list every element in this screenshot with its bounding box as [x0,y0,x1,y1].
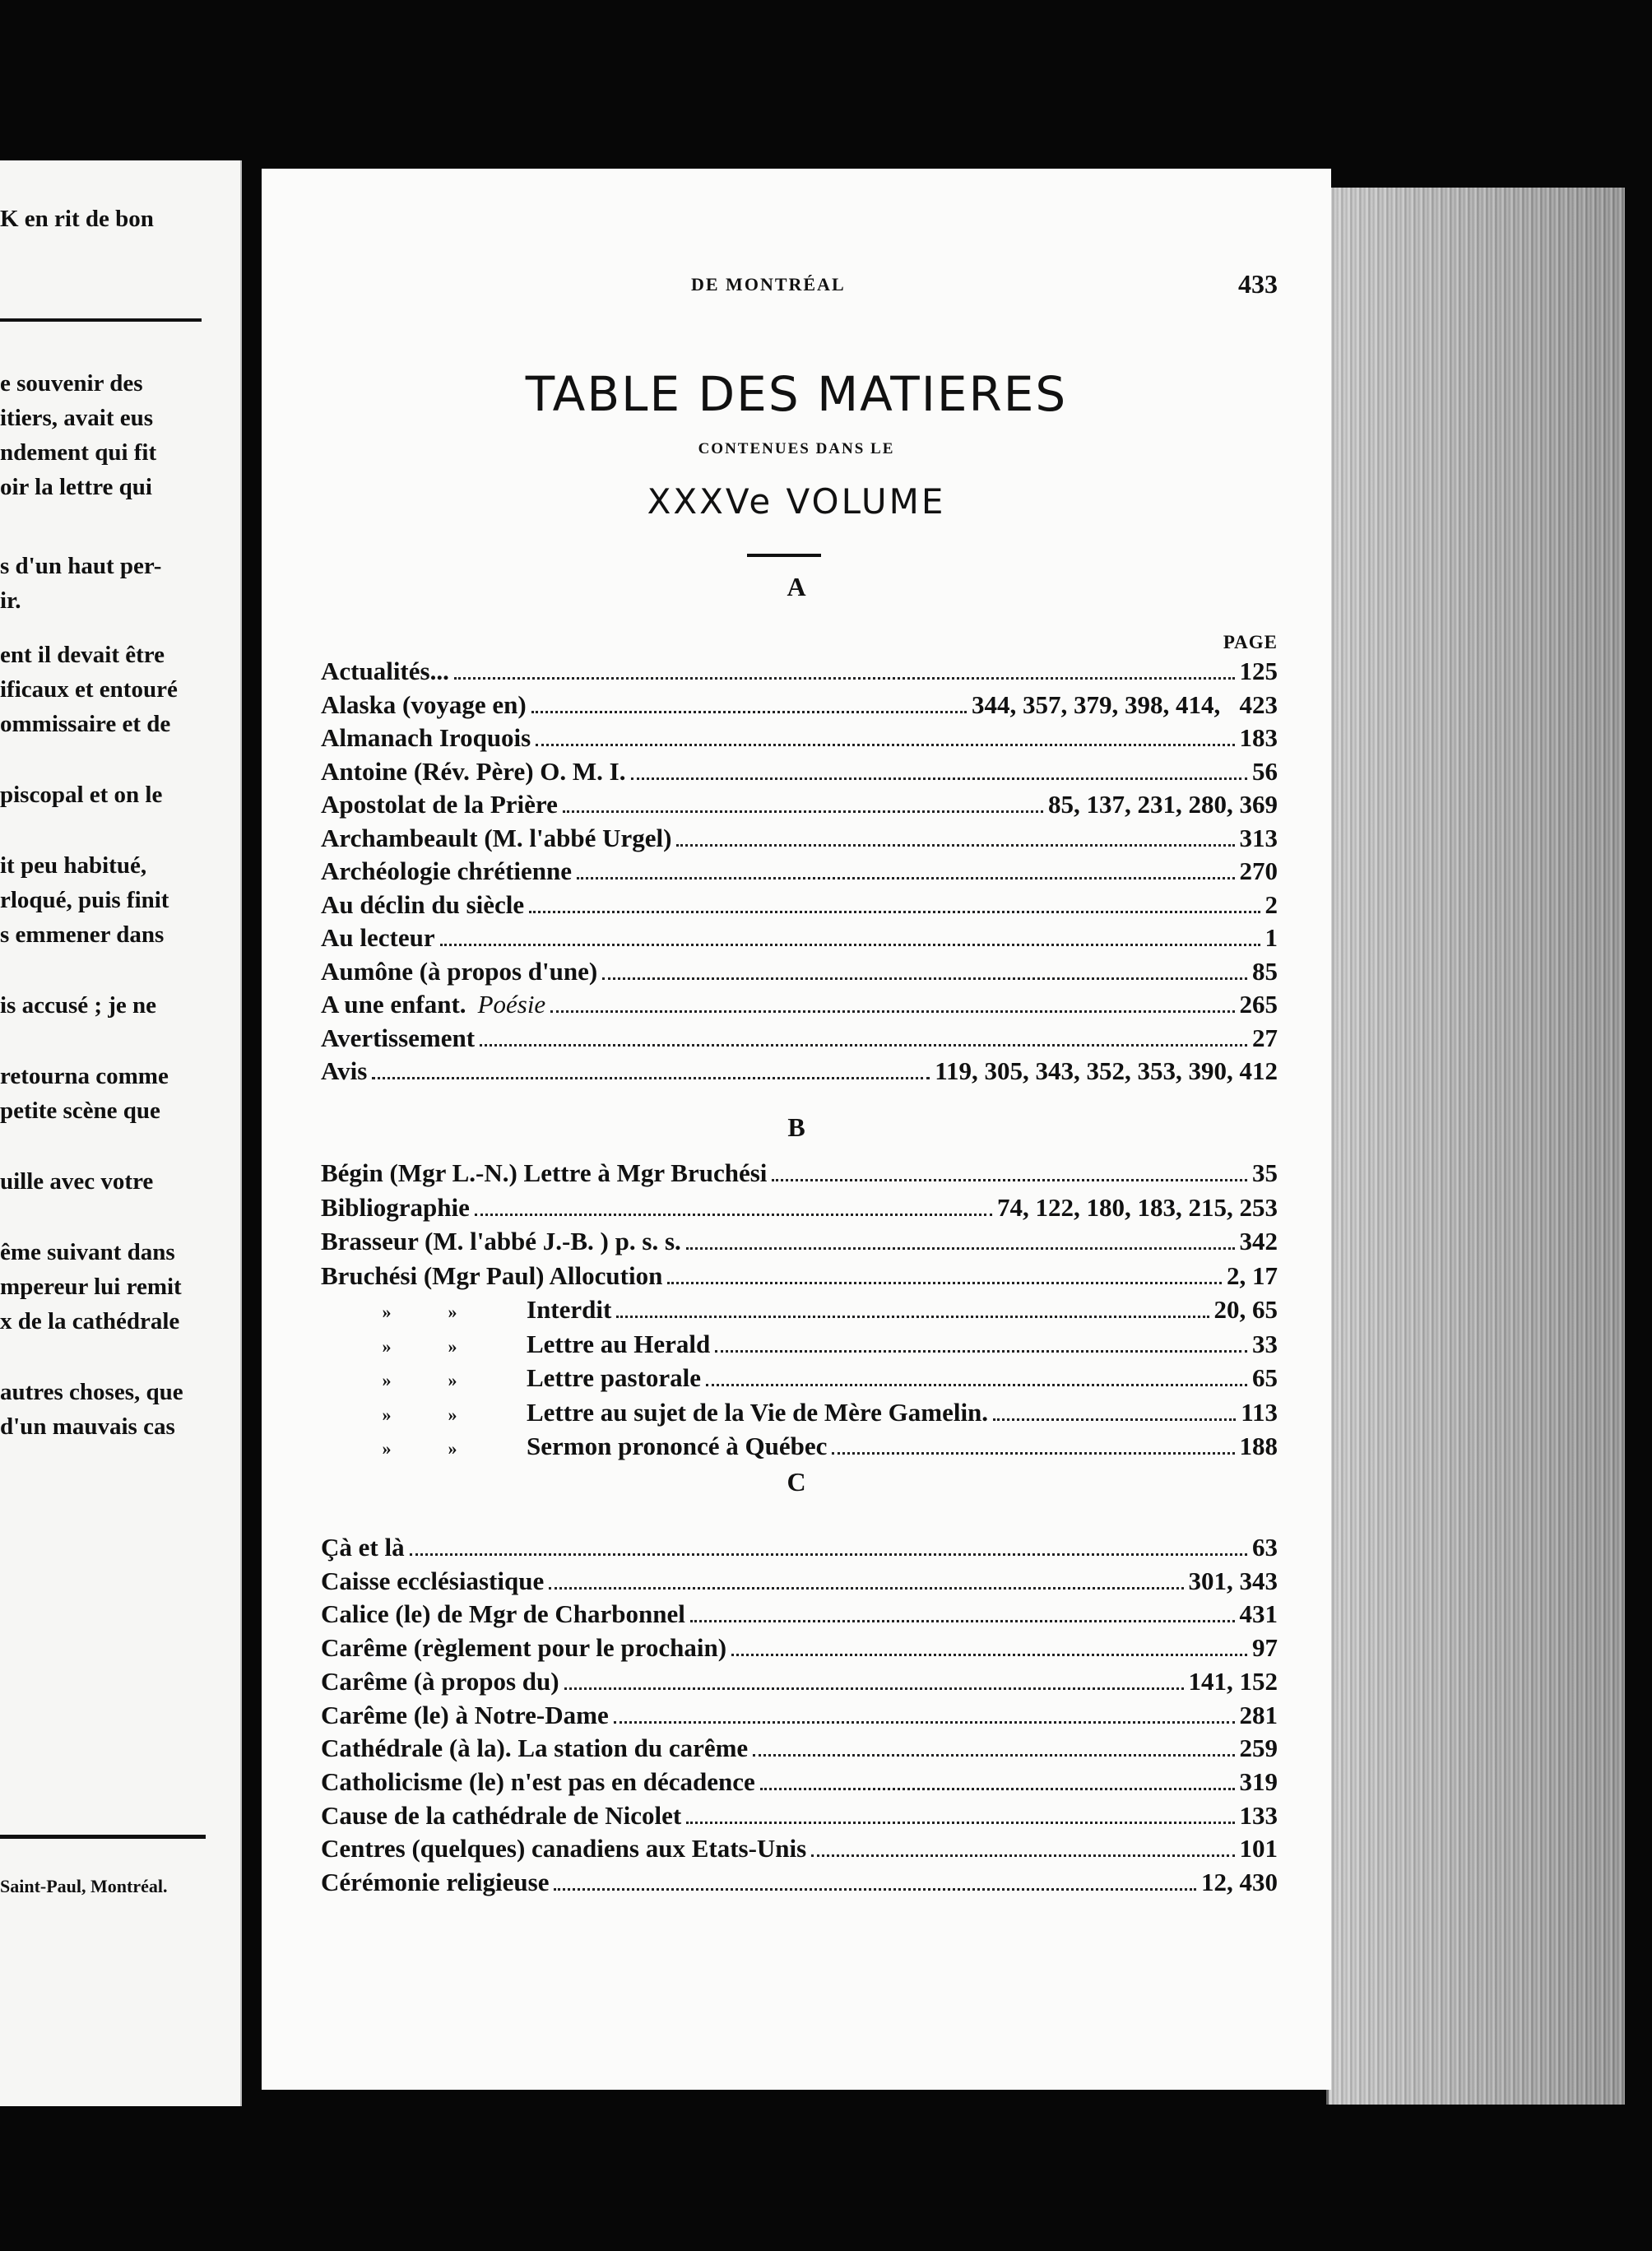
dot-leader [631,777,1248,780]
index-entry [321,1193,1278,1226]
ditto-mark: » [382,1302,392,1322]
entry-pages: 281 [1239,1700,1278,1729]
entry-pages: 27 [1252,1023,1278,1052]
entry-title-text: Bégin (Mgr L.-N.) Lettre à Mgr Bruchési [321,1158,768,1187]
entry-title [321,1056,367,1086]
dot-leader [667,1282,1222,1284]
dot-leader [577,877,1234,880]
entry-pages: 270 [1239,856,1278,885]
left-page-line: autres choses, que [0,1379,183,1405]
entry-title-text: Interdit [527,1295,612,1324]
dot-leader [475,1214,992,1216]
entry-title [321,1158,767,1188]
left-page-line: x de la cathédrale [0,1308,180,1334]
entry-title-text: Calice (le) de Mgr de Charbonnel [321,1599,685,1629]
left-page-line: s d'un haut per- [0,553,162,579]
dot-leader [760,1788,1235,1790]
entry-title-text: Cause de la cathédrale de Nicolet [321,1800,682,1830]
index-entry [321,1533,1278,1566]
entry-title-text: Actualités... [321,657,449,685]
entry-title-text: Bibliographie [321,1192,470,1222]
index-entry [321,824,1278,856]
index-entry [321,1868,1278,1901]
index-entry [321,1599,1278,1632]
dot-leader [715,1350,1247,1353]
dot-leader [706,1384,1247,1386]
entry-title [321,923,435,953]
entry-title-text: Antoine (Rév. Père) O. M. I. [321,756,626,786]
left-page-line: ent il devait être [0,642,165,668]
entry-title [321,1701,609,1730]
entry-title [321,990,545,1019]
index-entry [321,1432,1278,1464]
entry-pages: 85, 137, 231, 280, 369 [1048,790,1278,819]
running-title: DE MONTRÉAL [691,274,846,295]
ditto-mark: » [448,1404,457,1425]
dot-leader [550,1010,1234,1013]
left-page-line: piscopal et on le [0,782,163,808]
entry-pages: 259 [1239,1734,1278,1763]
volume-title: XXXVe VOLUME [647,481,946,522]
index-entry [321,657,1278,689]
left-page-line: petite scène que [0,1098,160,1124]
entry-pages: 183 [1239,723,1278,752]
left-page-line: ndement qui fit [0,439,157,466]
dot-leader [772,1179,1247,1181]
index-page [262,169,1331,2090]
dot-leader [440,944,1260,946]
entry-pages: 125 [1239,657,1278,685]
entry-title-text: Avertissement [321,1023,476,1052]
entry-pages: 33 [1252,1329,1278,1358]
entry-pages: 2, 17 [1227,1260,1278,1290]
entry-pages: 85 [1252,956,1278,986]
dot-leader [690,1620,1235,1622]
left-page-line: mpereur lui remit [0,1274,182,1300]
entry-title-text: Lettre pastorale [527,1363,702,1392]
dot-leader [753,1754,1234,1757]
dot-leader [554,1888,1196,1891]
entry-title-text: Carême (règlement pour le prochain) [321,1633,727,1663]
entry-pages: 113 [1241,1397,1278,1427]
entry-title-text: Sermon prononcé à Québec [527,1432,828,1460]
index-entry [321,1330,1278,1362]
index-entry [321,723,1278,756]
entry-pages: 265 [1239,990,1278,1019]
entry-title [321,1432,827,1461]
index-entry [321,1633,1278,1666]
index-entry [321,1566,1278,1599]
ditto-mark: » [382,1404,392,1425]
entry-title [321,1834,806,1863]
entry-title-text: Aumône (à propos d'une) [321,956,598,986]
entry-title-text: Carême (le) à Notre-Dame [321,1700,609,1729]
index-entry [321,957,1278,990]
dot-leader [811,1854,1234,1857]
page-number: 433 [1238,269,1278,299]
entry-title-italic: Poésie [477,990,546,1019]
entry-title [321,856,572,886]
entry-title [321,957,597,986]
entry-title [321,1801,681,1831]
page-title: TABLE DES MATIERES [525,366,1068,422]
section-letter: C [787,1467,806,1497]
left-page-rule-top [0,318,202,322]
entry-title [321,757,626,787]
ditto-mark: » [382,1438,392,1459]
entry-title [321,1398,988,1427]
dot-leader [531,711,967,713]
entry-title [321,1261,662,1291]
left-page-line: retourna comme [0,1063,169,1089]
left-page-line: oir la lettre qui [0,474,152,500]
entry-title [321,1868,549,1897]
left-page-line: ificaux et entouré [0,676,178,703]
index-entry [321,1767,1278,1800]
entry-pages: 2 [1265,889,1278,919]
entry-pages: 119, 305, 343, 352, 353, 390, 412 [935,1056,1278,1085]
left-page-rule-bottom [0,1835,206,1839]
dot-leader [480,1044,1247,1047]
entry-pages: 342 [1239,1227,1278,1255]
entry-pages: 301, 343 [1188,1566,1278,1595]
index-entry [321,1295,1278,1328]
entry-title-text: Caisse ecclésiastique [321,1566,545,1595]
entry-pages: 188 [1239,1432,1278,1460]
entry-title-text: Lettre au sujet de la Vie de Mère Gamelin. [527,1397,989,1427]
dot-leader [686,1822,1234,1824]
entry-title-text: Catholicisme (le) n'est pas en décadence [321,1766,755,1796]
index-entry [321,1734,1278,1766]
left-page-line: ir. [0,587,21,614]
dot-leader [372,1077,930,1079]
entry-pages: 431 [1239,1599,1278,1629]
entry-title [321,1767,755,1797]
dot-leader [454,677,1235,680]
ditto-mark: » [448,1370,457,1390]
entry-pages: 63 [1252,1533,1278,1562]
entry-pages: 101 [1239,1834,1278,1863]
entry-title [321,890,524,920]
entry-title-text: Avis [321,1056,368,1085]
entry-title-text: Alaska (voyage en) [321,689,527,719]
entry-title [321,1193,470,1223]
dot-leader [549,1587,1183,1590]
entry-title [321,1633,726,1663]
page-column-heading: PAGE [1223,632,1278,652]
index-entry [321,1701,1278,1734]
entry-title [321,1023,475,1053]
entry-title [321,723,531,753]
dot-leader [676,844,1234,847]
entry-title [321,790,558,819]
ditto-mark: » [448,1335,457,1357]
left-page-line: itiers, avait eus [0,405,154,431]
entry-title-text: Bruchési (Mgr Paul) Allocution [321,1260,663,1290]
dot-leader [686,1247,1235,1250]
entry-title [321,1599,685,1629]
dot-leader [731,1654,1247,1656]
title-rule [747,554,821,557]
entry-title-text: Carême (à propos du) [321,1666,559,1696]
index-entry [321,890,1278,923]
entry-title-text: Cathédrale (à la). La station du carême [321,1734,749,1763]
dot-leader [564,1687,1184,1690]
entry-title-text: Centres (quelques) canadiens aux Etats-Unis [321,1834,807,1863]
index-entry [321,1834,1278,1867]
index-entry [321,1261,1278,1294]
index-entry [321,1158,1278,1191]
left-page-line: ême suivant dans [0,1239,175,1265]
entry-pages: 12, 430 [1201,1868,1278,1896]
index-entry [321,1667,1278,1700]
entry-title [321,1227,681,1256]
entry-pages: 35 [1252,1158,1278,1187]
section-letter: B [787,1112,805,1142]
left-page-line: is accusé ; je ne [0,992,157,1019]
dot-leader [832,1452,1234,1455]
page-header [262,269,1331,302]
dot-leader [602,977,1247,980]
entry-title-text: Lettre au Herald [527,1329,711,1358]
index-entry [321,1363,1278,1396]
dot-leader [536,744,1234,746]
entry-title [321,1667,559,1696]
ditto-mark: » [382,1370,392,1390]
index-entry [321,690,1278,723]
index-entry [321,790,1278,823]
entry-title [321,657,449,686]
entry-title-text: A une enfant. [321,990,466,1019]
index-entry [321,923,1278,956]
entry-pages: 1 [1265,923,1278,952]
entry-pages: 56 [1252,756,1278,786]
entry-title-text: Cérémonie religieuse [321,1868,550,1896]
entry-title [321,1566,544,1596]
index-entry [321,1801,1278,1834]
entry-title [321,1295,611,1325]
entry-title-text: Au lecteur [321,923,435,952]
entry-title-text: Au déclin du siècle [321,889,525,919]
index-entry [321,1227,1278,1260]
dot-leader [616,1316,1209,1318]
entry-pages: 319 [1239,1766,1278,1796]
left-page-line: ommissaire et de [0,711,171,737]
left-page-line: s emmener dans [0,921,165,948]
entry-title-text: Apostolat de la Prière [321,790,558,819]
book-page-edges [1326,188,1625,2105]
left-page-footer: Saint-Paul, Montréal. [0,1876,168,1896]
entry-title [321,1363,701,1393]
dot-leader [410,1553,1247,1556]
entry-pages: 97 [1252,1633,1278,1663]
left-page-line: uille avec votre [0,1168,154,1195]
entry-pages: 65 [1252,1363,1278,1392]
entry-title [321,1330,710,1359]
left-page-line: d'un mauvais cas [0,1413,175,1440]
dot-leader [563,810,1043,813]
index-entry [321,856,1278,889]
left-page-line: it peu habitué, [0,852,147,879]
ditto-mark: » [448,1302,457,1322]
entry-pages: 141, 152 [1188,1666,1278,1696]
index-entry [321,1023,1278,1056]
entry-pages: 74, 122, 180, 183, 215, 253 [997,1192,1278,1222]
page-subtitle: CONTENUES DANS LE [698,440,895,457]
entry-title-text: Archambeault (M. l'abbé Urgel) [321,823,672,852]
dot-leader [993,1418,1236,1421]
index-entry [321,1398,1278,1431]
dot-leader [614,1721,1235,1724]
index-entry [321,1056,1278,1089]
index-entry [321,757,1278,790]
left-page-line: K en rit de bon [0,206,154,232]
entry-title [321,1533,405,1562]
entry-title [321,690,527,720]
section-letter: A [787,572,806,601]
entry-pages: 133 [1239,1800,1278,1830]
entry-title-text: Çà et là [321,1533,405,1562]
entry-pages: 313 [1239,823,1278,852]
left-page-line: e souvenir des [0,370,143,397]
ditto-mark: » [448,1438,457,1459]
entry-title-text: Brasseur (M. l'abbé J.-B. ) p. s. s. [321,1227,681,1255]
entry-title [321,1734,748,1763]
entry-title-text: Archéologie chrétienne [321,856,573,885]
index-entry [321,990,1278,1023]
entry-pages: 20, 65 [1213,1295,1278,1324]
left-page-fragment [0,160,242,2106]
dot-leader [529,911,1260,913]
entry-title-text: Almanach Iroquois [321,723,531,752]
entry-pages: 344, 357, 379, 398, 414, 423 [972,689,1278,719]
ditto-mark: » [382,1335,392,1357]
left-page-line: rloqué, puis finit [0,887,169,913]
entry-title [321,824,671,853]
